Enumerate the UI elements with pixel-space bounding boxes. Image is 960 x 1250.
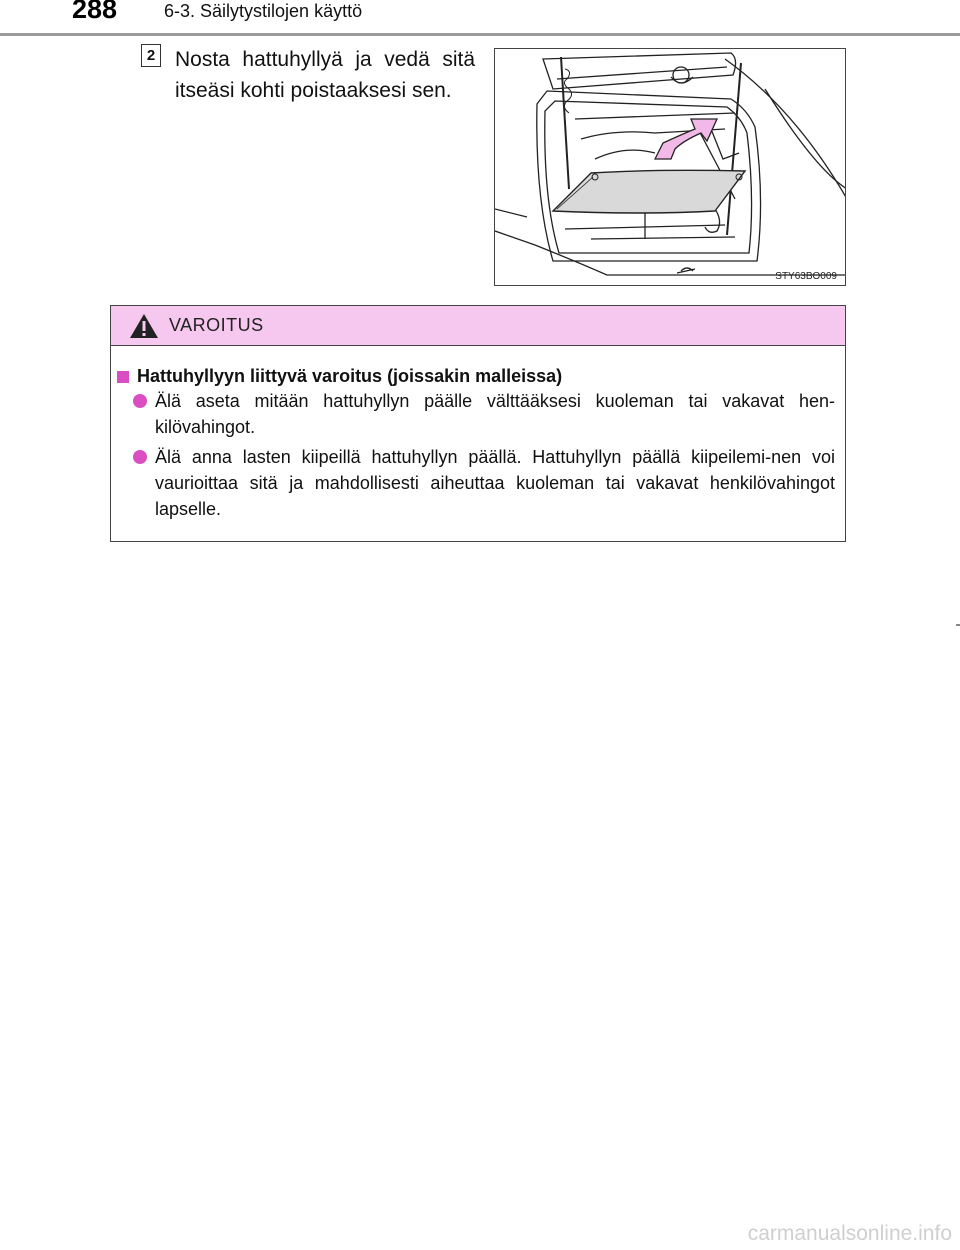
warning-item-text: Älä aseta mitään hattuhyllyn päälle välttääksesi kuoleman tai vakavat hen-kilövahingot. — [155, 391, 835, 437]
square-bullet-icon — [117, 371, 129, 383]
step-instruction: Nosta hattuhyllyä ja vedä sitä itseäsi kohti poistaaksesi sen. — [175, 48, 475, 102]
margin-tick — [956, 624, 960, 626]
section-title: 6-3. Säilytystilojen käyttö — [164, 1, 363, 21]
warning-heading — [117, 366, 562, 387]
round-bullet-icon — [133, 394, 147, 408]
lift-arrow-icon — [655, 119, 717, 159]
warning-header — [111, 306, 845, 346]
figure-code: STY63BO009 — [775, 271, 837, 282]
warning-item — [133, 444, 835, 522]
warning-triangle-icon — [129, 313, 159, 339]
warning-title: VAROITUS — [169, 315, 264, 335]
page-number: 288 — [72, 0, 118, 24]
trunk-drawing — [495, 49, 846, 286]
watermark: carmanualsonline.info — [747, 1222, 952, 1245]
warning-item-text: Älä anna lasten kiipeillä hattuhyllyn päällä. Hattuhyllyn päällä kiipeilemi-nen voi vaurioittaa sitä ja mahdollisesti aiheuttaa kuoleman tai vakavat henkilövahingot lapselle. — [155, 447, 835, 519]
trunk-illustration — [494, 48, 846, 286]
warning-heading-text: Hattuhyllyyn liittyvä varoitus (joissakin malleissa) — [137, 366, 563, 386]
warning-item — [133, 388, 835, 440]
header-divider — [0, 33, 960, 36]
warning-box — [110, 305, 846, 542]
round-bullet-icon — [133, 450, 147, 464]
step-number-badge: 2 — [141, 44, 161, 67]
